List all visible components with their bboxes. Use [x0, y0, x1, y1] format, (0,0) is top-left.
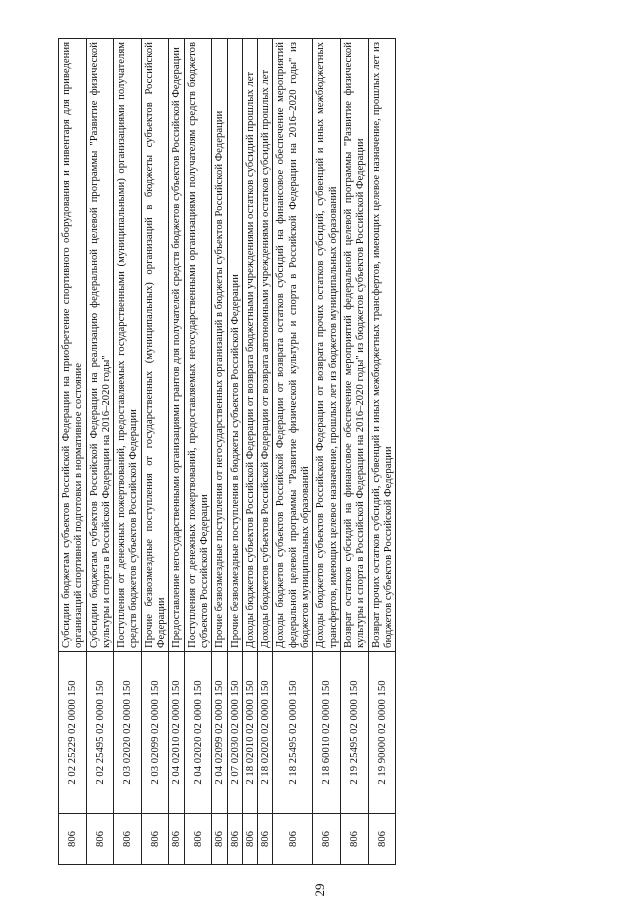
- page-number: [0, 875, 640, 905]
- table-row: [169, 39, 184, 865]
- admin-code-cell: 806: [169, 814, 184, 865]
- budget-code-cell: 2 18 60010 02 0000 150: [313, 652, 341, 814]
- description-cell: Субсидии бюджетам субъектов Российской Федерации на реализацию федеральной целевой программы "Развитие физической культуры и спорта в Российской Федерации на 2016–2020 годы": [86, 39, 114, 652]
- page-number-text: 29: [312, 883, 327, 897]
- description-cell: Доходы бюджетов субъектов Российской Федерации от возврата бюджетными учреждениями остатков субсидий прошлых лет: [242, 39, 257, 652]
- table-row: [227, 39, 242, 865]
- admin-code-cell: 806: [313, 814, 341, 865]
- description-cell: Возврат прочих остатков субсидий, субвенций и иных межбюджетных трансфертов, имеющих целевое назначение, прошлых лет из бюджетов субъектов Российской Федерации: [368, 39, 396, 652]
- budget-code-cell: 2 19 25495 02 0000 150: [340, 652, 368, 814]
- admin-code-cell: 806: [258, 814, 273, 865]
- table-row: [273, 39, 313, 865]
- budget-code-cell: 2 04 02099 02 0000 150: [212, 652, 227, 814]
- budget-code-cell: 2 03 02099 02 0000 150: [141, 652, 169, 814]
- table-row: [114, 39, 142, 865]
- description-cell: Поступления от денежных пожертвований, предоставляемых государственными (муниципальными) организациями получателям средств бюджетов субъектов Российской Федерации: [114, 39, 142, 652]
- admin-code-cell: 806: [227, 814, 242, 865]
- budget-code-cell: 2 04 02010 02 0000 150: [169, 652, 184, 814]
- description-cell: Доходы бюджетов субъектов Российской Федерации от возврата прочих остатков субсидий, субвенций и иных межбюджетных трансфертов, имеющих целевое назначение, прошлых лет из бюджетов муниципальных образований: [313, 39, 341, 652]
- budget-code-cell: 2 19 90000 02 0000 150: [368, 652, 396, 814]
- table-row: [141, 39, 169, 865]
- table-row: [86, 39, 114, 865]
- description-cell: Поступления от денежных пожертвований, предоставляемых негосударственными организациями получателям средств бюджетов субъектов Российской Федерации: [184, 39, 212, 652]
- budget-code-cell: 2 18 02020 02 0000 150: [258, 652, 273, 814]
- admin-code-cell: 806: [59, 814, 87, 865]
- description-cell: Субсидии бюджетам субъектов Российской Федерации на приобретение спортивного оборудования и инвентаря для приведения организаций спортивной подготовки в нормативное состояние: [59, 39, 87, 652]
- admin-code-cell: 806: [141, 814, 169, 865]
- table-row: [212, 39, 227, 865]
- description-cell: Прочие безвозмездные поступления в бюджеты субъектов Российской Федерации: [227, 39, 242, 652]
- budget-codes-table: [58, 38, 396, 865]
- budget-code-cell: 2 02 25229 02 0000 150: [59, 652, 87, 814]
- budget-code-cell: 2 02 25495 02 0000 150: [86, 652, 114, 814]
- description-cell: Доходы бюджетов субъектов Российской Федерации от возврата остатков субсидий на финансовое обеспечение мероприятий федеральной целевой программы "Развитие физической культуры и спорта в Российской Федерации на 2016–2020 годы" из бюджетов муниципальных образований: [273, 39, 313, 652]
- table-row: [184, 39, 212, 865]
- budget-code-cell: 2 04 02020 02 0000 150: [184, 652, 212, 814]
- table-row: [340, 39, 368, 865]
- budget-code-cell: 2 03 02020 02 0000 150: [114, 652, 142, 814]
- admin-code-cell: 806: [114, 814, 142, 865]
- admin-code-cell: 806: [368, 814, 396, 865]
- table-row: [313, 39, 341, 865]
- table-row: [368, 39, 396, 865]
- table-row: [242, 39, 257, 865]
- table-row: [258, 39, 273, 865]
- budget-code-cell: 2 18 25495 02 0000 150: [273, 652, 313, 814]
- budget-code-cell: 2 18 02010 02 0000 150: [242, 652, 257, 814]
- admin-code-cell: 806: [273, 814, 313, 865]
- description-cell: Предоставление негосударственными организациями грантов для получателей средств бюджетов субъектов Российской Федерации: [169, 39, 184, 652]
- admin-code-cell: 806: [212, 814, 227, 865]
- description-cell: Доходы бюджетов субъектов Российской Федерации от возврата автономными учреждениями остатков субсидий прошлых лет: [258, 39, 273, 652]
- admin-code-cell: 806: [242, 814, 257, 865]
- admin-code-cell: 806: [340, 814, 368, 865]
- description-cell: Возврат остатков субсидий на финансовое обеспечение мероприятий федеральной целевой программы "Развитие физической культуры и спорта в Российской Федерации на 2016–2020 годы" из бюджетов субъектов Российской Федерации: [340, 39, 368, 652]
- admin-code-cell: 806: [86, 814, 114, 865]
- description-cell: Прочие безвозмездные поступления от государственных (муниципальных) организаций в бюджеты субъектов Российской Федерации: [141, 39, 169, 652]
- table-row: [59, 39, 87, 865]
- description-cell: Прочие безвозмездные поступления от негосударственных организаций в бюджеты субъектов Российской Федерации: [212, 39, 227, 652]
- admin-code-cell: 806: [184, 814, 212, 865]
- budget-code-cell: 2 07 02030 02 0000 150: [227, 652, 242, 814]
